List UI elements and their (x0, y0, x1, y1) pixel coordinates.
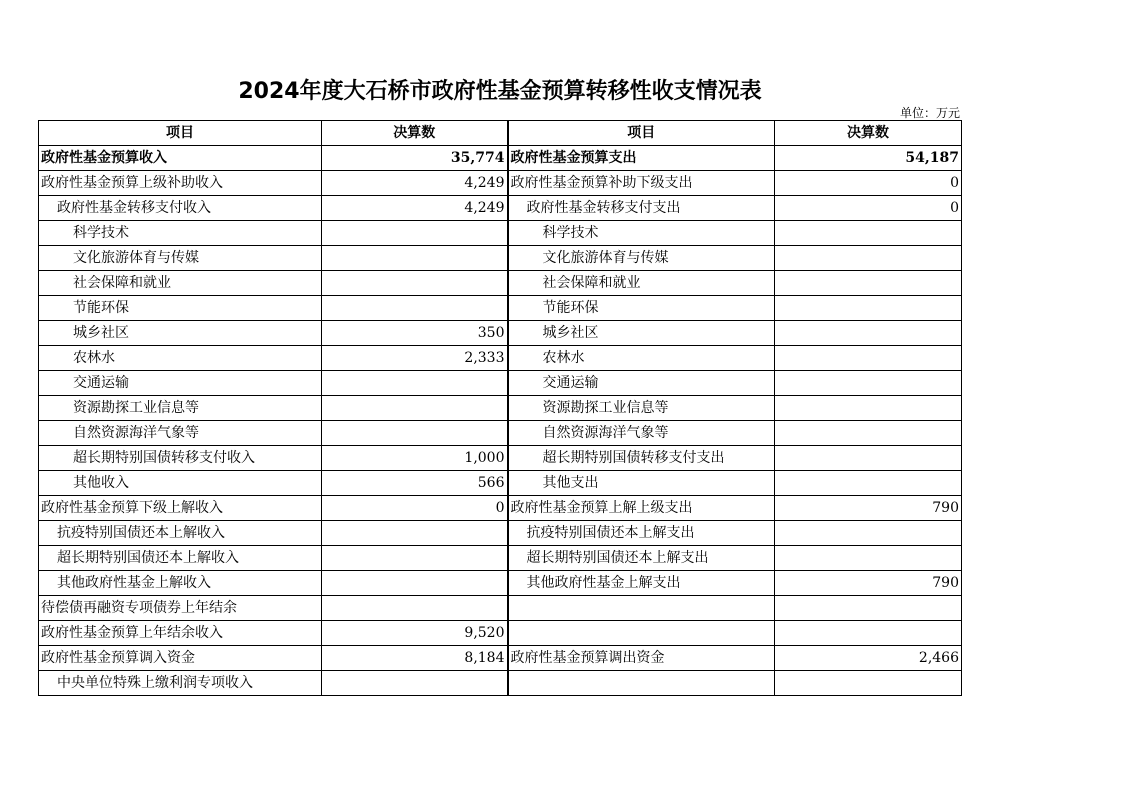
expense-item-cell: 节能环保 (508, 296, 775, 321)
expense-item-cell: 交通运输 (508, 371, 775, 396)
table-row (39, 446, 962, 471)
income-value-cell (322, 371, 508, 396)
expense-value-cell: 0 (775, 171, 962, 196)
expense-value-cell: 0 (775, 196, 962, 221)
expense-item-cell: 科学技术 (508, 221, 775, 246)
table-row (39, 646, 962, 671)
income-item-cell: 交通运输 (39, 371, 322, 396)
expense-item-cell (508, 621, 775, 646)
income-item-cell: 中央单位特殊上缴利润专项收入 (39, 671, 322, 696)
expense-value-cell (775, 596, 962, 621)
table-row (39, 546, 962, 571)
table-header-row (39, 121, 962, 146)
expense-item-cell: 其他支出 (508, 471, 775, 496)
expense-value-cell (775, 671, 962, 696)
expense-item-cell: 其他政府性基金上解支出 (508, 571, 775, 596)
expense-value-cell (775, 471, 962, 496)
income-value-cell (322, 246, 508, 271)
expense-value-cell (775, 296, 962, 321)
revenue-expenditure-table (38, 120, 962, 696)
expense-value-cell: 790 (775, 496, 962, 521)
table-row (39, 221, 962, 246)
income-item-cell: 农林水 (39, 346, 322, 371)
income-value-cell (322, 221, 508, 246)
income-value-cell: 8,184 (322, 646, 508, 671)
expense-value-cell: 2,466 (775, 646, 962, 671)
table-row (39, 196, 962, 221)
income-item-cell: 政府性基金预算上级补助收入 (39, 171, 322, 196)
expense-item-cell: 文化旅游体育与传媒 (508, 246, 775, 271)
income-item-cell: 其他收入 (39, 471, 322, 496)
table-row (39, 246, 962, 271)
expense-item-cell: 社会保障和就业 (508, 271, 775, 296)
expense-item-cell: 抗疫特别国债还本上解支出 (508, 521, 775, 546)
income-value-cell: 4,249 (322, 171, 508, 196)
expense-value-cell (775, 371, 962, 396)
income-value-cell (322, 271, 508, 296)
income-item-cell: 抗疫特别国债还本上解收入 (39, 521, 322, 546)
expense-value-cell (775, 321, 962, 346)
income-item-cell: 自然资源海洋气象等 (39, 421, 322, 446)
income-item-cell: 城乡社区 (39, 321, 322, 346)
income-item-cell: 其他政府性基金上解收入 (39, 571, 322, 596)
income-item-cell: 节能环保 (39, 296, 322, 321)
income-value-cell (322, 596, 508, 621)
expense-value-cell: 54,187 (775, 146, 962, 171)
income-value-cell: 0 (322, 496, 508, 521)
expense-value-cell (775, 221, 962, 246)
table-row (39, 396, 962, 421)
table-row (39, 596, 962, 621)
header-expense-value: 决算数 (775, 121, 962, 146)
expense-item-cell: 政府性基金预算支出 (508, 146, 775, 171)
income-value-cell: 9,520 (322, 621, 508, 646)
expense-item-cell: 政府性基金转移支付支出 (508, 196, 775, 221)
expense-value-cell (775, 446, 962, 471)
expense-value-cell (775, 521, 962, 546)
income-value-cell (322, 571, 508, 596)
income-item-cell: 政府性基金预算上年结余收入 (39, 621, 322, 646)
expense-item-cell: 自然资源海洋气象等 (508, 421, 775, 446)
expense-item-cell: 政府性基金预算调出资金 (508, 646, 775, 671)
income-item-cell: 文化旅游体育与传媒 (39, 246, 322, 271)
expense-value-cell (775, 271, 962, 296)
table-row (39, 371, 962, 396)
expense-value-cell (775, 621, 962, 646)
income-value-cell: 350 (322, 321, 508, 346)
unit-label: 单位：万元 (899, 106, 960, 120)
income-value-cell (322, 546, 508, 571)
income-value-cell (322, 521, 508, 546)
expense-item-cell: 农林水 (508, 346, 775, 371)
income-item-cell: 政府性基金预算下级上解收入 (39, 496, 322, 521)
income-item-cell: 超长期特别国债转移支付收入 (39, 446, 322, 471)
expense-item-cell: 城乡社区 (508, 321, 775, 346)
expense-item-cell (508, 671, 775, 696)
expense-value-cell (775, 246, 962, 271)
expense-item-cell: 政府性基金预算上解上级支出 (508, 496, 775, 521)
expense-item-cell: 政府性基金预算补助下级支出 (508, 171, 775, 196)
income-item-cell: 超长期特别国债还本上解收入 (39, 546, 322, 571)
expense-value-cell (775, 346, 962, 371)
table-row (39, 171, 962, 196)
income-value-cell (322, 671, 508, 696)
table-body (39, 146, 962, 696)
income-value-cell: 35,774 (322, 146, 508, 171)
header-expense-item: 项目 (508, 121, 775, 146)
income-value-cell (322, 296, 508, 321)
expense-item-cell (508, 596, 775, 621)
table-row (39, 296, 962, 321)
table-row (39, 471, 962, 496)
income-item-cell: 科学技术 (39, 221, 322, 246)
expense-value-cell: 790 (775, 571, 962, 596)
page-title: 2024年度大石桥市政府性基金预算转移性收支情况表 (238, 79, 762, 104)
header-income-item: 项目 (39, 121, 322, 146)
income-item-cell: 政府性基金转移支付收入 (39, 196, 322, 221)
income-value-cell: 1,000 (322, 446, 508, 471)
table-row (39, 421, 962, 446)
table-row (39, 671, 962, 696)
table-row (39, 321, 962, 346)
income-item-cell: 政府性基金预算收入 (39, 146, 322, 171)
expense-value-cell (775, 396, 962, 421)
income-value-cell: 566 (322, 471, 508, 496)
income-value-cell: 2,333 (322, 346, 508, 371)
income-item-cell: 政府性基金预算调入资金 (39, 646, 322, 671)
income-value-cell (322, 421, 508, 446)
expense-value-cell (775, 421, 962, 446)
income-value-cell (322, 396, 508, 421)
expense-item-cell: 超长期特别国债还本上解支出 (508, 546, 775, 571)
table-row (39, 571, 962, 596)
expense-value-cell (775, 546, 962, 571)
expense-item-cell: 资源勘探工业信息等 (508, 396, 775, 421)
income-value-cell: 4,249 (322, 196, 508, 221)
income-item-cell: 资源勘探工业信息等 (39, 396, 322, 421)
table-row (39, 496, 962, 521)
table-row (39, 271, 962, 296)
income-item-cell: 待偿债再融资专项债券上年结余 (39, 596, 322, 621)
table-row (39, 521, 962, 546)
table-row (39, 346, 962, 371)
table-row (39, 146, 962, 171)
table-row (39, 621, 962, 646)
header-income-value: 决算数 (322, 121, 508, 146)
expense-item-cell: 超长期特别国债转移支付支出 (508, 446, 775, 471)
income-item-cell: 社会保障和就业 (39, 271, 322, 296)
